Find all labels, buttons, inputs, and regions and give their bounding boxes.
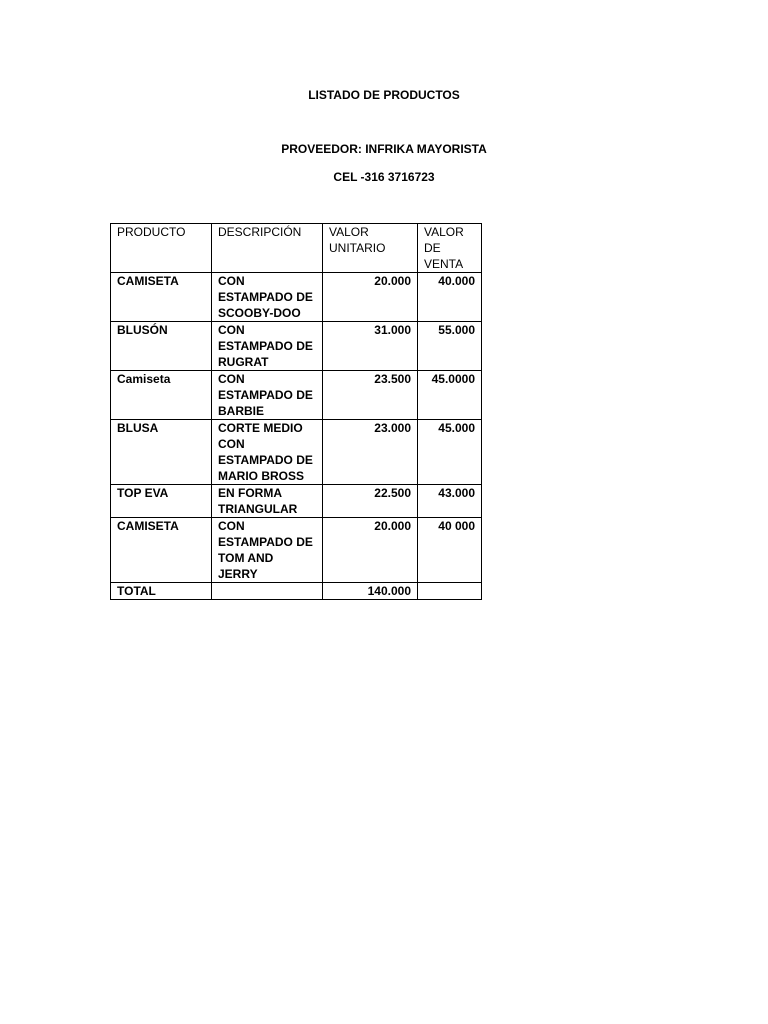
- cell-unit-price: 31.000: [323, 322, 418, 371]
- table-row: [111, 273, 482, 322]
- cell-unit-price: 22.500: [323, 485, 418, 518]
- table-row: [111, 420, 482, 485]
- table-row: [111, 371, 482, 420]
- cell-sale-price: 40 000: [418, 518, 482, 583]
- cell-description: CON ESTAMPADO DE BARBIE: [212, 371, 323, 420]
- cell-description: CON ESTAMPADO DE SCOOBY-DOO: [212, 273, 323, 322]
- cell-description: CORTE MEDIO CON ESTAMPADO DE MARIO BROSS: [212, 420, 323, 485]
- total-sale-price: [418, 583, 482, 600]
- cell-sale-price: 55.000: [418, 322, 482, 371]
- total-description: [212, 583, 323, 600]
- table-row: [111, 322, 482, 371]
- cell-description: CON ESTAMPADO DE TOM AND JERRY: [212, 518, 323, 583]
- header-cell-product: PRODUCTO: [111, 224, 212, 273]
- cell-unit-price: 23.500: [323, 371, 418, 420]
- table-row: [111, 485, 482, 518]
- supplier-line: PROVEEDOR: INFRIKA MAYORISTA: [281, 142, 487, 156]
- table-header-row: [111, 224, 482, 273]
- header-cell-description: DESCRIPCIÓN: [212, 224, 323, 273]
- cell-sale-price: 45.0000: [418, 371, 482, 420]
- cell-sale-price: 40.000: [418, 273, 482, 322]
- header-cell-unit-price: VALOR UNITARIO: [323, 224, 418, 273]
- total-row: [111, 583, 482, 600]
- total-unit-price: 140.000: [323, 583, 418, 600]
- cell-description: EN FORMA TRIANGULAR: [212, 485, 323, 518]
- cell-sale-price: 45.000: [418, 420, 482, 485]
- cell-description: CON ESTAMPADO DE RUGRAT: [212, 322, 323, 371]
- phone-line: CEL -316 3716723: [333, 170, 435, 184]
- cell-unit-price: 20.000: [323, 273, 418, 322]
- cell-product: CAMISETA: [111, 273, 212, 322]
- cell-product: TOP EVA: [111, 485, 212, 518]
- cell-unit-price: 23.000: [323, 420, 418, 485]
- cell-product: BLUSÓN: [111, 322, 212, 371]
- header-cell-sale-price: VALOR DE VENTA: [418, 224, 482, 273]
- cell-product: BLUSA: [111, 420, 212, 485]
- cell-unit-price: 20.000: [323, 518, 418, 583]
- cell-product: CAMISETA: [111, 518, 212, 583]
- table-row: [111, 518, 482, 583]
- cell-sale-price: 43.000: [418, 485, 482, 518]
- total-label: TOTAL: [111, 583, 212, 600]
- products-table: [110, 223, 482, 600]
- cell-product: Camiseta: [111, 371, 212, 420]
- document-title: LISTADO DE PRODUCTOS: [308, 88, 460, 102]
